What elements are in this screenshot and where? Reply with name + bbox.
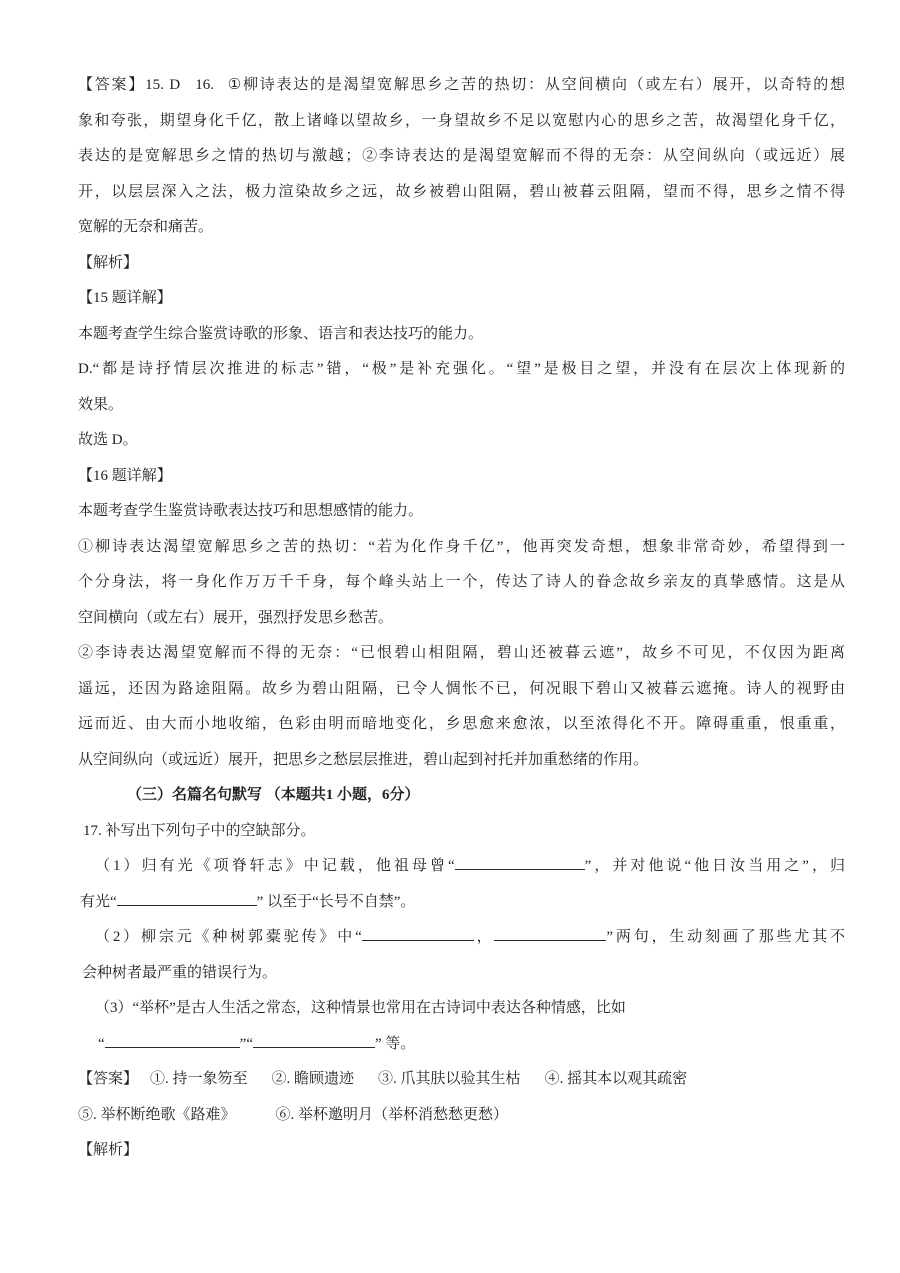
blank-underline — [455, 856, 585, 870]
detail-15-line-2: D.“都是诗抒情层次推进的标志”错，“极”是补充强化。“望”是极目之望，并没有在层次上体现新的 — [78, 361, 845, 377]
blank-underline — [117, 892, 257, 906]
q17-item-2-line-2: 会种树者最严重的错误行为。 — [82, 964, 278, 981]
q17-answers-line-1 — [78, 1062, 845, 1098]
detail-16-line-2: ①柳诗表达渴望宽解思乡之苦的热切：“若为化作身千亿”，他再突发奇想，想象非常奇妙，希望得到一 — [78, 538, 845, 555]
answer-label: 【答案】 — [78, 1071, 139, 1087]
detail-15-line-3: 效果。 — [78, 396, 124, 413]
q17-answer-item-2: ②. 瞻顾遗迹 — [271, 1071, 355, 1087]
section-3-heading: （三）名篇名句默写 （本题共1 小题，6分） — [127, 787, 420, 803]
q17-item-1b-post: ” 以至于“长号不自禁”。 — [256, 893, 416, 910]
answer-16-text: ①柳诗表达的是渴望宽解思乡之苦的热切：从空间横向（或左右）展开，以奇特的想 — [225, 77, 845, 93]
q17-answer-item-6: ⑥. 举杯邀明月（举杯消愁愁更愁） — [275, 1106, 509, 1123]
analysis-label-1: 【解析】 — [78, 254, 139, 271]
detail-16-line-8: 从空间纵向（或远近）展开，把思乡之愁层层推进，碧山起到衬托并加重愁绪的作用。 — [78, 751, 649, 768]
q17-item-3b-pre: “ — [98, 1035, 105, 1052]
q17-item-2-line-1 — [78, 920, 845, 956]
detail-15-line-1: 本题考查学生综合鉴赏诗歌的形象、语言和表达技巧的能力。 — [78, 325, 484, 342]
q17-item-1-pre: （1）归有光《项脊轩志》中记载，他祖母曾“ — [95, 858, 455, 874]
q17-answers-line-2 — [78, 1098, 845, 1134]
detail-15-conclusion: 故选 D。 — [78, 432, 138, 448]
detail-16-heading: 【16 题详解】 — [78, 467, 172, 484]
q17-item-1-line-2 — [78, 885, 845, 921]
q17-item-1b-pre: 有光“ — [80, 893, 117, 910]
q17-item-1-post: ”，并对他说“他日汝当用之”，归 — [584, 858, 845, 874]
answer-15-value: 15. D — [145, 77, 181, 93]
answer-label: 【答案】 — [78, 77, 146, 93]
blank-underline — [105, 1034, 240, 1048]
q17-item-2-pre: （2）柳宗元《种树郭橐驼传》中“ — [95, 929, 362, 945]
q17-intro: 17. 补写出下列句子中的空缺部分。 — [83, 822, 316, 839]
blank-underline — [494, 927, 606, 941]
q17-answer-item-3: ③. 爪其肤以验其生枯 — [378, 1071, 521, 1087]
q17-item-3b-post: ” 等。 — [375, 1035, 416, 1052]
detail-16-line-4: 空间横向（或左右）展开，强烈抒发思乡愁苦。 — [78, 609, 394, 626]
q17-item-2-mid: ， — [473, 929, 495, 945]
answer-15-16-line-1 — [78, 68, 845, 104]
q17-answer-item-4: ④. 摇其本以观其疏密 — [544, 1071, 688, 1087]
q17-item-3-line-2 — [78, 1027, 845, 1063]
detail-16-line-3: 个分身法，将一身化作万万千千身，每个峰头站上一个，传达了诗人的眷念故乡亲友的真挚感情。这是从 — [78, 574, 845, 590]
detail-16-line-6: 遥远，还因为路途阻隔。故乡为碧山阻隔，已令人惆怅不已，何况眼下碧山又被暮云遮掩。诗人的视野由 — [78, 680, 845, 697]
q17-answer-item-1: ①. 持一象笏至 — [150, 1071, 248, 1087]
blank-underline — [362, 927, 474, 941]
detail-15-heading: 【15 题详解】 — [78, 290, 172, 306]
answer-15-16-line-5: 宽解的无奈和痛苦。 — [78, 219, 214, 235]
q17-item-3-line-1: （3）“举杯”是古人生活之常态，这种情景也常用在古诗词中表达各种情感，比如 — [95, 1000, 626, 1016]
answer-15-16-line-3: 表达的是宽解思乡之情的热切与激越；②李诗表达的是渴望宽解而不得的无奈：从空间纵向（或远近）展 — [78, 148, 845, 164]
q17-item-1-line-1 — [78, 849, 845, 885]
q17-item-2-post: ”两句，生动刻画了那些尤其不 — [606, 929, 845, 945]
blank-underline — [253, 1034, 375, 1048]
detail-16-line-1: 本题考查学生鉴赏诗歌表达技巧和思想感情的能力。 — [78, 503, 424, 519]
answer-15-16-line-4: 开，以层层深入之法，极力渲染故乡之远，故乡被碧山阻隔，碧山被暮云阻隔，望而不得，思乡之情不得 — [78, 183, 845, 200]
detail-16-line-5: ②李诗表达渴望宽解而不得的无奈：“已恨碧山相阻隔，碧山还被暮云遮”，故乡不可见，不仅因为距离 — [78, 645, 845, 661]
answer-16-number: 16. — [195, 77, 214, 93]
q17-answer-item-5: ⑤. 举杯断绝歌《路难》 — [78, 1106, 236, 1123]
analysis-label-2: 【解析】 — [78, 1142, 139, 1158]
q17-item-3b-mid: ”“ — [239, 1035, 253, 1052]
detail-16-line-7: 远而近、由大而小地收缩，色彩由明而暗地变化，乡思愈来愈浓，以至浓得化不开。障碍重重，恨重重， — [78, 716, 845, 732]
answer-15-16-line-2: 象和夸张，期望身化千亿，散上诸峰以望故乡，一身望故乡不足以宽慰内心的思乡之苦，故渴望化身千亿， — [78, 112, 845, 129]
